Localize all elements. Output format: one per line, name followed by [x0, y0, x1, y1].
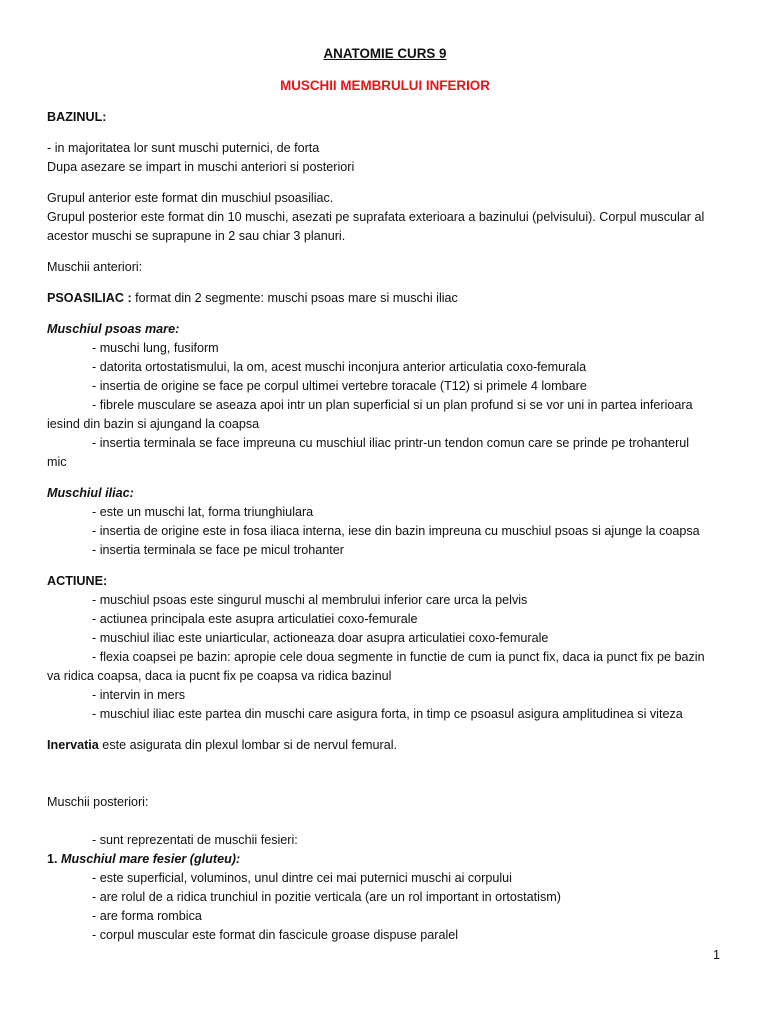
list-item: - muschi lung, fusiform: [92, 341, 219, 355]
list-item: - sunt reprezentati de muschii fesieri:: [92, 833, 298, 847]
section-heading-posteriori: Muschii posteriori:: [47, 795, 149, 809]
intro-line: Dupa asezare se impart in muschi anteriori si posteriori: [47, 160, 355, 174]
list-item: - intervin in mers: [92, 688, 186, 702]
list-item: - este superficial, voluminos, unul dintre cei mai puternici muschi ai corpului: [92, 871, 512, 885]
subheading-psoas: [47, 320, 723, 339]
list-item-continuation: mic: [47, 455, 67, 469]
subheading-text: Muschiul mare fesier (gluteu):: [61, 852, 241, 866]
document-subtitle: MUSCHII MEMBRULUI INFERIOR: [280, 78, 490, 93]
section-heading-bazinul: BAZINUL:: [47, 110, 107, 124]
term-label: PSOASILIAC :: [47, 291, 132, 305]
paragraph: Grupul posterior este format din 10 muschi, asezati pe suprafata exterioara a bazinului (pelvisului). Corpul muscular al acestor muschi se suprapune in 2 sau chiar 3 planuri.: [47, 210, 705, 243]
list-item: - datorita ortostatismului, la om, acest muschi inconjura anterior articulatia coxo-femurala: [92, 360, 587, 374]
intro-line: - in majoritatea lor sunt muschi puternici, de forta: [47, 141, 320, 155]
list-item: - flexia coapsei pe bazin: apropie cele doua segmente in functie de cum ia punct fix, daca ia punct fix pe bazin: [92, 650, 705, 664]
subheading-iliac: [47, 484, 723, 503]
list-item-continuation: va ridica coapsa, daca ia pucnt fix pe coapsa va ridica bazinul: [47, 669, 392, 683]
list-item: - are rolul de a ridica trunchiul in pozitie verticala (are un rol important in ortostatism): [92, 890, 561, 904]
paragraph: [47, 736, 723, 755]
document-body: [47, 36, 723, 945]
list-item-continuation: iesind din bazin si ajungand la coapsa: [47, 417, 260, 431]
page-number: 1: [712, 948, 720, 962]
list-item: - muschiul psoas este singurul muschi al membrului inferior care urca la pelvis: [92, 593, 528, 607]
term-text: format din 2 segmente: muschi psoas mare si muschi iliac: [131, 291, 458, 305]
list-item: - insertia de origine se face pe corpul ultimei vertebre toracale (T12) si primele 4 lombare: [92, 379, 587, 393]
list-item: - insertia terminala se face pe micul trohanter: [92, 543, 344, 557]
list-item: - actiunea principala este asupra articulatiei coxo-femurale: [92, 612, 418, 626]
list-item: - insertia terminala se face impreuna cu muschiul iliac printr-un tendon comun care se prinde pe trohanterul: [92, 436, 690, 450]
paragraph: [47, 289, 723, 308]
paragraph: Grupul anterior este format din muschiul psoasiliac.: [47, 191, 334, 205]
list-item: - fibrele musculare se aseaza apoi intr un plan superficial si un plan profund si se vor uni in partea inferioara: [92, 398, 693, 412]
section-heading-actiune: ACTIUNE:: [47, 574, 108, 588]
list-item: - are forma rombica: [92, 909, 202, 923]
document-title: ANATOMIE CURS 9: [323, 46, 447, 61]
list-item: - corpul muscular este format din fascicule groase dispuse paralel: [92, 928, 459, 942]
list-item: - este un muschi lat, forma triunghiulara: [92, 505, 314, 519]
subheading-gluteu: [47, 850, 723, 869]
list-item: - muschiul iliac este partea din muschi care asigura forta, in timp ce psoasul asigura amplitudinea si viteza: [92, 707, 683, 721]
subheading-text: Muschiul psoas mare:: [47, 322, 180, 336]
list-number: 1.: [47, 852, 58, 866]
list-item: - muschiul iliac este uniarticular, actioneaza doar asupra articulatiei coxo-femurale: [92, 631, 549, 645]
list-item: - insertia de origine este in fosa iliaca interna, iese din bazin impreuna cu muschiul psoas si ajunge la coapsa: [92, 524, 700, 538]
term-text: este asigurata din plexul lombar si de nervul femural.: [98, 738, 398, 752]
subheading-text: Muschiul iliac:: [47, 486, 134, 500]
term-label: Inervatia: [47, 738, 99, 752]
section-heading-anteriori: Muschii anteriori:: [47, 260, 143, 274]
